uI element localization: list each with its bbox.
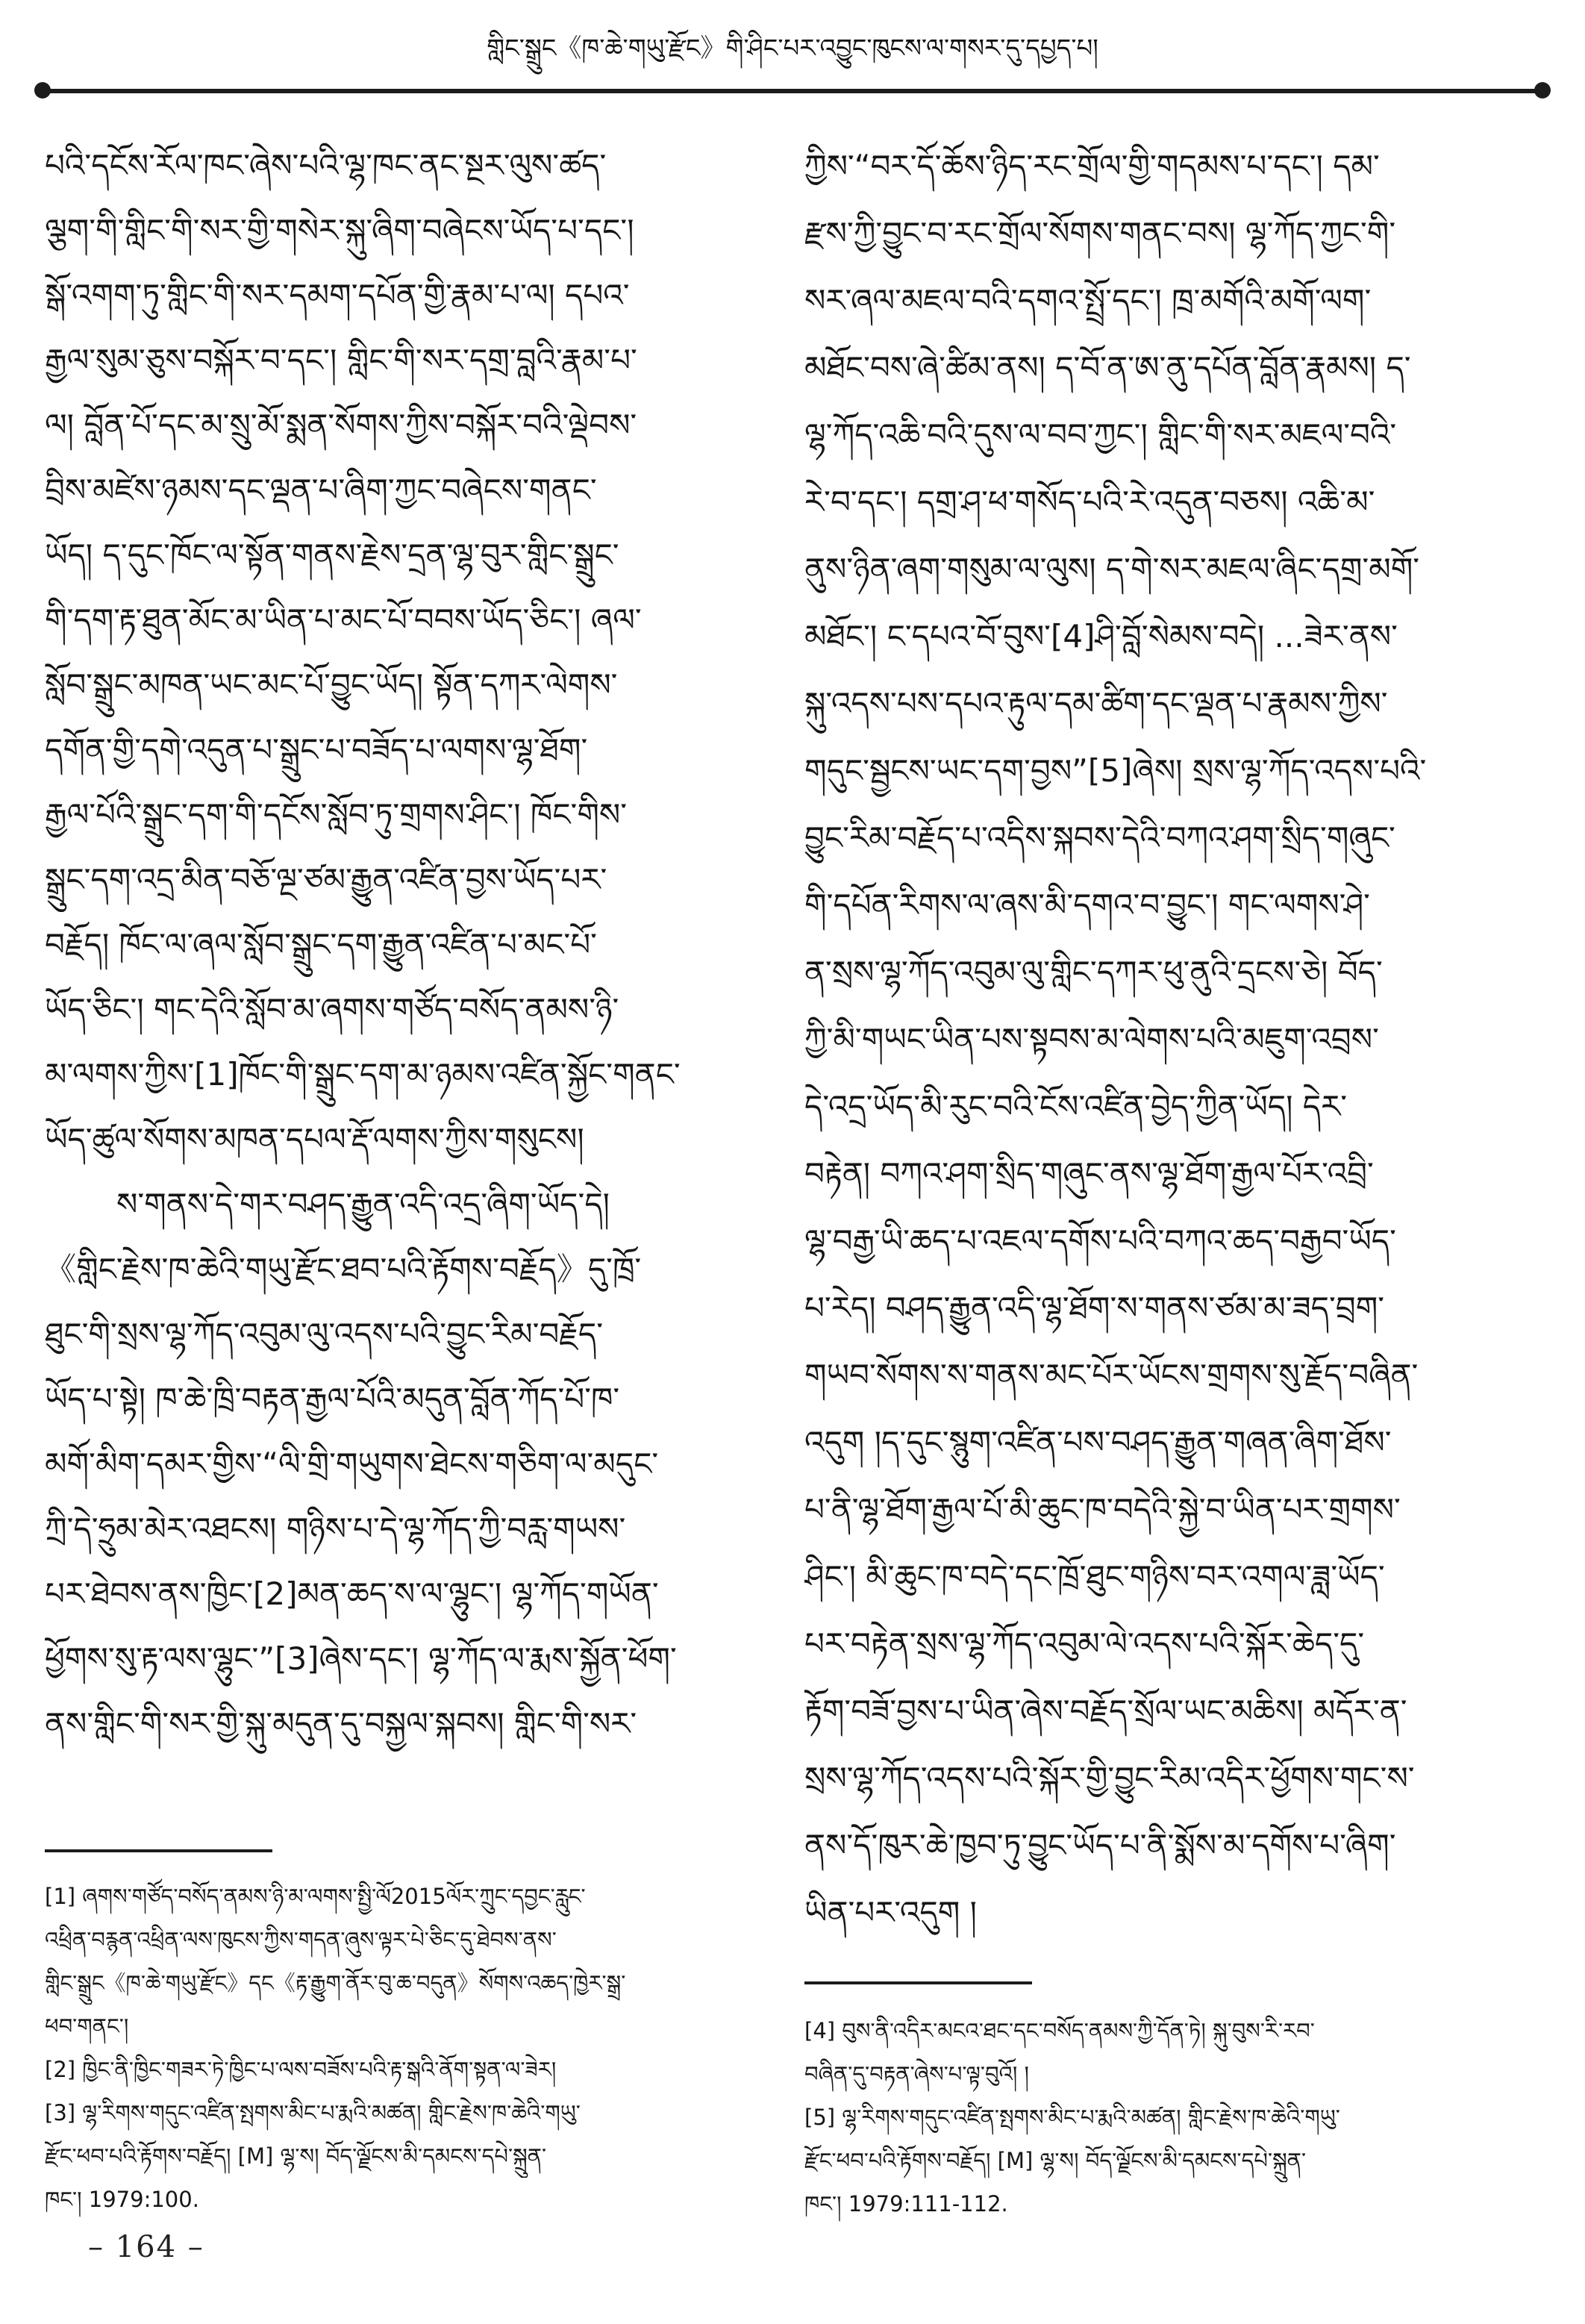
footnote-separator-right (804, 1981, 1032, 1984)
page-title: གླིང་སྒྲུང《ཁ་ཆེ་གཡུ་རྫོང》གི་ཤིང་པར་འབྱུང་ཁུངས་ལ་གསར་དུ་དཔྱད་པ། (487, 34, 1098, 63)
text-line: ཡོད། ད་དུང་ཁོང་ལ་སྟོན་གནས་རྗེས་དྲན་ལྷ་བུར་གླིང་སྒྲུང་ (45, 537, 619, 573)
text-line: ལྷ་ཀོད་འཆི་བའི་དུས་ལ་བབ་ཀྱང་། གླིང་གི་སར་མཇལ་བའི་ (804, 416, 1397, 453)
text-line: ནུས་ཉིན་ཞག་གསུམ་ལ་ལུས། ད་གེ་སར་མཇལ་ཞིང་དགྲ་མགོ་ (804, 551, 1420, 587)
text-line: ཀྲི་དེ་ཧྲུམ་མེར་འཐངས། གཉིས་པ་དེ་ལྷ་ཀོད་ཀྱི་བརླ་གཡས་ (45, 1511, 626, 1547)
text-line: སྲས་ལྷ་ཀོད་འདས་པའི་སྐོར་གྱི་བྱུང་རིམ་འདིར་ཕྱོགས་གང་ས་ (804, 1760, 1415, 1796)
footnote-line: [3] ལྷ་རིགས་གདུང་འཛིན་སྤགས་མིང་པ་རྨའི་མཚན། གླིང་རྗེས་ཁ་ཆེའི་གཡུ་ (45, 2100, 581, 2125)
text-line: པའི་དངོས་རོལ་ཁང་ཞེས་པའི་ལྷ་ཁང་ནང་སྔར་ལུས་ཚད་ (45, 147, 607, 184)
footnote-line: [4] བུས་ནི་འདིར་མངའ་ཐང་དང་བསོད་ནམས་ཀྱི་དོན་ཏེ། སྐུ་བུས་རི་རབ་ (804, 2018, 1315, 2043)
text-line: སྐུ་འདས་པས་དཔའ་རྟུལ་དམ་ཚིག་དང་ལྡན་པ་རྣམས་ཀྱིས་ (804, 685, 1388, 722)
text-line: བརྗོད། ཁོང་ལ་ཞལ་སློབ་སྒྲུང་དག་རྒྱུན་འཛིན་པ་མང་པོ་ (45, 926, 597, 963)
text-line: རེ་བ་དང་། དགྲ་ཤ་ཕ་གསོད་པའི་རེ་འདུན་བཅས། འཆི་མ་ (804, 484, 1375, 520)
text-line: གདུང་སྦྱངས་ཡང་དག་བྱས”[5]ཞེས། སྲས་ལྷ་ཀོད་འདས་པའི་ (804, 752, 1427, 789)
text-line: མགོ་མིག་དམར་གྱིས་“ལི་གྲི་གཡུགས་ཐེངས་གཅིག་ལ་མདུང་ (45, 1446, 659, 1482)
text-line: ཀྱིས་“བར་དོ་ཆོས་ཉིད་རང་གྲོལ་གྱི་གདམས་པ་དང་། དམ་ (804, 148, 1380, 184)
text-line: དགོན་གྱི་དགེ་འདུན་པ་སྒྲུང་པ་བཟོད་པ་ལགས་ལྷ་ཐོག་ (45, 731, 588, 768)
text-line: ཡིན་པར་འདུག ། (804, 1894, 977, 1931)
text-line: ནས་གླིང་གི་སར་གྱི་སྐུ་མདུན་དུ་བསྐྱལ་སྐབས། གླིང་གི་སར་ (45, 1705, 637, 1742)
text-line: རྒྱལ་སུམ་ཅུས་བསྐོར་བ་དང་། གླིང་གི་སར་དགྲ་བླའི་རྣམ་པ་ (45, 342, 637, 378)
header-rule-right-dot (1534, 82, 1551, 99)
footnote-line: འཕྲིན་བརྙན་འཕྲིན་ལས་ཁུངས་ཀྱིས་གདན་ཞུས་ལྟར་པེ་ཅིང་དུ་ཐེབས་ནས་ (45, 1927, 557, 1952)
text-line: ལྷ་བརྒྱ་ཡི་ཆད་པ་འཇལ་དགོས་པའི་བཀའ་ཆད་བརྒྱབ་ཡོད་ (804, 1222, 1396, 1259)
column-right-text (804, 133, 1545, 1946)
text-line: སྒྲུང་དག་འདྲ་མིན་བཅོ་ལྔ་ཙམ་རྒྱུན་འཛིན་བྱས་ཡོད་པར་ (45, 861, 607, 898)
text-line: རྫས་ཀྱི་བྱུང་བ་རང་གྲོལ་སོགས་གནང་བས། ལྷ་ཀོད་ཀྱང་གི་ (804, 215, 1396, 252)
footnote-line: བཞིན་དུ་བརྟན་ཞེས་པ་ལྟ་བུའོ། ། (804, 2061, 1029, 2087)
text-line: དེ་འདྲ་ཡོད་མི་རུང་བའི་ངོས་འཛིན་བྱེད་ཀྱིན་ཡོད། དེར་ (804, 1088, 1348, 1125)
footnote-line: ཕབ་གནང་། (45, 2014, 129, 2039)
text-line: མཐོང་བས་ཞེ་ཚིམ་ནས། ད་བོ་ན་ཨ་ནུ་དཔོན་བློན་རྣམས། ད་ (804, 349, 1411, 386)
footnote-line: [1] ཞགས་གཙོད་བསོད་ནམས་ཉི་མ་ལགས་སྤྱི་ལོ2015ལོར་ཀྲུང་དབྱང་རླུང་ (45, 1884, 586, 1909)
footnote-line: རྫོང་ཕབ་པའི་རྟོགས་བརྗོད། [M] ལྷ་ས། བོད་ལྗོངས་མི་དམངས་དཔེ་སྐྲུན་ (45, 2143, 547, 2169)
text-line: སློབ་སྒྲུང་མཁན་ཡང་མང་པོ་བྱུང་ཡོད། སྟོན་དཀར་ལེགས་ (45, 666, 618, 703)
text-line: རྒྱལ་པོའི་སྒྲུང་དག་གི་དངོས་སློབ་ཏུ་གྲགས་ཤིང་། ཁོང་གིས་ (45, 796, 628, 833)
footnote-separator-left (45, 1849, 272, 1852)
footnote-line: [2] ཁྱིང་ནི་ཁྱིང་གཟར་ཏེ་ཁྱིང་པ་ལས་བཟོས་པའི་རྟ་སྒའི་ནོག་སྟན་ལ་ཟེར། (45, 2057, 557, 2082)
header-rule (43, 89, 1542, 93)
footnote-line: གླིང་སྒྲུང《ཁ་ཆེ་གཡུ་རྫོང》དང《རྟ་རྒྱུག་ནོར་བུ་ཆ་བདུན》སོགས་འཆད་ཁྱེར་སྒྲ་ (45, 1970, 626, 1996)
text-line: པ་ནི་ལྷ་ཐོག་རྒྱལ་པོ་མི་ཆུང་ཁ་བདེའི་སྐྱེ་བ་ཡིན་པར་གྲགས་ (804, 1491, 1401, 1528)
text-line: ནས་དོ་ཁུར་ཆེ་ཁྱབ་ཏུ་བྱུང་ཡོད་པ་ནི་སྨོས་མ་དགོས་པ་ཞིག་ (804, 1827, 1396, 1864)
text-line: གི་དག་རྟ་ཐུན་མོང་མ་ཡིན་པ་མང་པོ་བབས་ཡོད་ཅིང་། ཞལ་ (45, 602, 642, 638)
text-line: བརྟེན། བཀའ་ཤག་སྲིད་གཞུང་ནས་ལྷ་ཐོག་རྒྱལ་པོར་འབྲི་ (804, 1155, 1374, 1192)
footnote-line: ཁང་། 1979:111-112. (804, 2191, 1008, 2217)
footnotes-right (804, 2009, 1545, 2225)
text-line: ཤིང་། མི་ཆུང་ཁ་བདེ་དང་ཁྲོ་ཐུང་གཉིས་བར་འགལ་ཟླ་ཡོད་ (804, 1558, 1385, 1595)
text-line: པར་བརྟེན་སྲས་ལྷ་ཀོད་འབུམ་ལེ་འདས་པའི་སྐོར་ཆེད་དུ་ (804, 1625, 1365, 1662)
text-line: སྒོ་འགག་ཏུ་གླིང་གི་སར་དམག་དཔོན་གྱི་རྣམ་པ་ལ། དཔའ་ (45, 277, 630, 313)
text-line: ཕྱོགས་སུ་རྟ་ལས་ལྷུང་”[3]ཞེས་དང་། ལྷ་ཀོད་ལ་རྨས་སྐྱོན་ཕོག་ (45, 1640, 677, 1677)
text-line: གཡབ་སོགས་ས་གནས་མང་པོར་ཡོངས་གྲགས་སུ་རྗོད་བཞིན་ (804, 1357, 1419, 1393)
text-line: མཐོང་། ང་དཔའ་བོ་བུས་[4]ཤི་བློ་སེམས་བདེ། ...ཟེར་ནས་ (804, 618, 1398, 655)
text-line: བྱུང་རིམ་བརྗོད་པ་འདིས་སྐབས་དེའི་བཀའ་ཤག་སྲིད་གཞུང་ (804, 819, 1395, 856)
text-line: གི་དཔོན་རིགས་ལ་ཞས་མི་དགའ་བ་བྱུང་། གང་ལགས་ཤེ་ (804, 887, 1370, 923)
footnotes-left (45, 1875, 785, 2221)
text-line: པར་ཐེབས་ནས་ཁྱིང་[2]མན་ཆད་ས་ལ་ལྷུང་། ལྷ་ཀོད་གཡོན་ (45, 1575, 659, 1612)
text-line: མ་ལགས་ཀྱིས་[1]ཁོང་གི་སྒྲུང་དག་མ་ཉམས་འཛིན་སྐྱོང་གནང་ (45, 1056, 681, 1093)
text-line: ལ། བློན་པོ་དང་མ་སྲུ་མོ་སྨན་སོགས་ཀྱིས་བསྐོར་བའི་ལྡེབས་ (45, 407, 637, 443)
text-line: འདུག །ད་དུང་སྙུག་འཛིན་པས་བཤད་རྒྱུན་གཞན་ཞིག་ཐོས་ (804, 1424, 1392, 1461)
text-line: ཡོད་པ་སྟེ། ཁ་ཆེ་ཁྲི་བརྟན་རྒྱལ་པོའི་མདུན་བློན་ཀོད་པོ་ཁ་ (45, 1381, 620, 1417)
text-line: བྲིས་མཛེས་ཉམས་དང་ལྡན་པ་ཞིག་ཀྱང་བཞེངས་གནང་ (45, 472, 597, 508)
footnote-line: [5] ལྷ་རིགས་གདུང་འཛིན་སྤགས་མིང་པ་རྨའི་མཚན། གླིང་རྗེས་ཁ་ཆེའི་གཡུ་ (804, 2105, 1340, 2130)
footnote-line: ཁང་། 1979:100. (45, 2187, 199, 2212)
footnote-line: རྫོང་ཕབ་པའི་རྟོགས་བརྗོད། [M] ལྷ་ས། བོད་ལྗོངས་མི་དམངས་དཔེ་སྐྲུན་ (804, 2148, 1307, 2173)
text-line: ལྕག་གི་གླིང་གི་སར་གྱི་གསེར་སྐུ་ཞིག་བཞེངས་ཡོད་པ་དང་། (45, 212, 634, 249)
text-line: ས་གནས་དེ་གར་བཤད་རྒྱུན་འདི་འདྲ་ཞིག་ཡོད་དེ། (116, 1186, 610, 1222)
text-line: སར་ཞལ་མཇལ་བའི་དགའ་སྤྲོ་དང་། ཁྲ་མགོའི་མགོ་ལག་ (804, 282, 1372, 319)
text-line: ཀྱི་མི་གཡང་ཡིན་པས་སྟབས་མ་ལེགས་པའི་མཇུག་འབྲས་ (804, 1021, 1379, 1058)
text-line: ཐུང་གི་སྲས་ལྷ་ཀོད་འབུམ་ལུ་འདས་པའི་བྱུང་རིམ་བརྗོད་ (45, 1316, 604, 1352)
column-left-text (45, 133, 785, 1756)
text-line: ཡོད་ཚུལ་སོགས་མཁན་དཔལ་རྡོ་ལགས་ཀྱིས་གསུངས། (45, 1121, 584, 1158)
text-line: ན་སྲས་ལྷ་ཀོད་འབུམ་ལུ་གླིང་དཀར་ཕུ་ནུའི་དྲངས་ཅེ། བོད་ (804, 954, 1383, 990)
text-line: རྟོག་བཟོ་བྱས་པ་ཡིན་ཞེས་བརྗོད་སྲོལ་ཡང་མཆིས། མདོར་ན་ (804, 1693, 1407, 1729)
text-line: ཡོད་ཅིང་། གང་དེའི་སློབ་མ་ཞགས་གཙོད་བསོད་ནམས་ཉི་ (45, 991, 619, 1028)
page-number: – 164 – (88, 2230, 204, 2264)
text-line: 《གླིང་རྗེས་ཁ་ཆེའི་གཡུ་རྫོང་ཐབ་པའི་རྟོགས་བརྗོད》དུ་ཁྲོ་ (45, 1251, 642, 1287)
text-line: པ་རེད། བཤད་རྒྱུན་འདི་ལྷ་ཐོག་ས་གནས་ཙམ་མ་ཟད་བྲག་ (804, 1290, 1385, 1326)
